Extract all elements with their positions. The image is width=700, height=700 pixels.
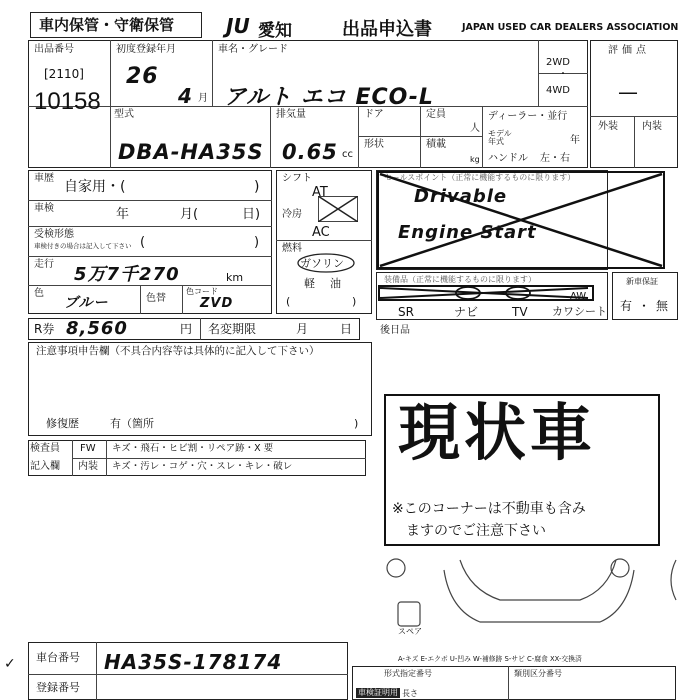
english-title: JAPAN USED CAR DEALERS ASSOCIATION: [462, 22, 679, 33]
registration-number-label: 登録番号: [36, 681, 80, 694]
registration-month-unit: 月: [198, 93, 208, 104]
equipment-label: 装備品（正常に機能するものに限ります）: [384, 275, 536, 284]
fuel-close: ): [352, 295, 357, 308]
post-items-label: 後日品: [380, 325, 410, 336]
damage-legend: A-キズ E-エクボ U-凹み W-補修跡 S-サビ C-腐食 XX-交換済: [398, 655, 582, 663]
shift-label: シフト: [282, 173, 312, 184]
inspection-day: 日): [242, 207, 261, 222]
handle-options: 左・右: [540, 153, 570, 164]
shift-cross-mark: [318, 196, 358, 222]
chassis-label: 車台番号: [36, 651, 80, 664]
inspection-year: 年: [116, 207, 130, 222]
inspector-label-1: 検査員: [30, 443, 60, 454]
shift-at: AT: [312, 185, 328, 200]
history-value: 自家用・(: [64, 179, 126, 195]
color-number-value: ZVD: [200, 296, 234, 311]
inspector-fw: FW: [80, 443, 96, 454]
expiry-day: 日: [340, 322, 353, 336]
color-code-label: 色替: [146, 293, 166, 304]
inspector-label-2: 記入欄: [30, 461, 60, 472]
displacement-unit: cc: [342, 149, 353, 160]
transfer-open: (: [140, 235, 146, 250]
fuel-oil: 油: [330, 277, 341, 290]
transfer-close: ): [254, 235, 260, 250]
repair-label: 修復歴: [46, 417, 79, 430]
load-label: 積載: [426, 139, 446, 150]
lot-number: 10158: [34, 88, 101, 115]
length-label: 長さ: [402, 689, 418, 698]
warranty-yes: 有: [620, 299, 633, 313]
doors-label: ドア: [364, 109, 384, 120]
transfer-note: 車検付きの場合は記入して下さい: [34, 242, 132, 250]
color-number-label: 色コード: [186, 287, 218, 296]
fuel-label: 燃料: [282, 243, 302, 254]
car-diagram: [380, 540, 680, 650]
recycle-fee-label: R券: [34, 322, 55, 336]
fuel-open: (: [286, 295, 291, 308]
registration-month: 4: [178, 84, 193, 108]
model-type-label: 型式: [114, 109, 134, 120]
shift-ac: AC: [312, 225, 330, 240]
repair-value: 有（箇所: [110, 417, 154, 430]
as-is-note-line2: ますのでご注意下さい: [406, 523, 546, 539]
class-label: 類別区分番号: [514, 669, 562, 678]
as-is-vehicle-title: 現状車: [398, 396, 597, 469]
lot-code: [2110]: [44, 67, 84, 81]
capacity-label: 定員: [426, 109, 446, 120]
storage-label-box: [30, 12, 202, 38]
equipment-strike-mark: [378, 280, 598, 306]
model-type-value: DBA-HA35S: [118, 140, 264, 164]
equipment-item-seat: カワシート: [552, 305, 607, 318]
shape-label: 形状: [364, 139, 384, 150]
expiry-label: 名変期限: [208, 322, 257, 336]
sales-point-line1: Drivable: [414, 186, 508, 207]
handle-label: ハンドル: [488, 153, 528, 164]
drive-4wd: 4WD: [546, 85, 570, 96]
dealer-label: ディーラー・並行: [488, 111, 568, 122]
mileage-label: 走行: [34, 259, 54, 270]
mileage-unit: km: [226, 271, 244, 284]
color-label: 色: [34, 288, 44, 299]
inspector-int-text: キズ・汚レ・コゲ・穴・スレ・キレ・破レ: [112, 461, 293, 472]
registration-year: 26: [126, 64, 159, 89]
inspector-int: 内装: [78, 461, 98, 472]
model-year-label: モデル年式: [488, 129, 512, 147]
score-label: 評価点: [608, 45, 650, 56]
equipment-item-sr: SR: [398, 305, 414, 319]
equipment-item-navi: ナビ: [454, 305, 479, 319]
inspection-month: 月(: [180, 207, 199, 222]
color-value: ブルー: [64, 295, 109, 311]
fuel-light: 軽: [304, 277, 315, 290]
warranty-dot: ・: [638, 299, 651, 313]
capacity-unit: 人: [470, 123, 480, 134]
recycle-fee-value: 8,560: [66, 318, 128, 339]
inspection-label: 車検: [34, 203, 54, 214]
load-unit: kg: [470, 155, 480, 164]
warranty-label: 新車保証: [626, 277, 658, 286]
notice-label: 注意事項申告欄（不具合内容等は具体的に記入して下さい）: [36, 345, 320, 357]
org-name: 愛知: [258, 21, 292, 41]
expiry-month: 月: [296, 322, 309, 336]
year-unit: 年: [570, 135, 580, 146]
model-label: 車名・グレード: [218, 44, 288, 55]
history-close: ): [254, 179, 260, 195]
exterior-label: 外装: [598, 121, 618, 132]
drive-2wd: 2WD: [546, 57, 570, 68]
interior-label: 内装: [642, 121, 662, 132]
form-title: 出品申込書: [342, 19, 432, 40]
cooling-label: 冷房: [282, 209, 302, 220]
mileage-value: 5万7千270: [74, 264, 180, 285]
history-label: 車歴: [34, 173, 54, 184]
sales-point-line2: Engine Start: [398, 222, 537, 243]
equipment-item-tv: TV: [512, 305, 528, 319]
inspector-fw-text: キズ・飛石・ヒビ割・リペア跡・X 要: [112, 443, 274, 454]
recycle-fee-yen: 円: [180, 322, 193, 336]
transfer-label: 受検形態: [34, 229, 74, 240]
chassis-value: HA35S-178174: [104, 650, 283, 674]
score-value: —: [618, 80, 638, 104]
drive-dot: ・: [558, 69, 568, 80]
ju-logo: JU: [226, 14, 250, 38]
repair-close: ): [354, 417, 359, 430]
fuel-circle-mark: [296, 252, 356, 274]
spec-label: 形式指定番号: [384, 669, 432, 678]
equipment-aw: AW: [570, 291, 587, 302]
displacement-label: 排気量: [276, 109, 306, 120]
lot-label: 出品番号: [34, 44, 74, 55]
certificate-label: 車検証明用: [358, 688, 398, 697]
sales-point-cross-mark: [376, 170, 666, 270]
margin-mark: ✓: [4, 656, 16, 672]
as-is-note-line1: ※このコーナーは不動車も含み: [392, 501, 586, 517]
displacement-value: 0.65: [282, 140, 338, 164]
spare-label: スペア: [398, 627, 422, 636]
model-value: アルト エコ ECO-L: [224, 85, 434, 110]
sales-point-label: セールスポイント（正常に機能するものに限ります）: [384, 173, 576, 182]
warranty-no: 無: [656, 299, 669, 313]
fuel-gas: ガソリン: [300, 257, 344, 270]
storage-label: 車内保管・守衛保管: [39, 16, 175, 34]
registration-label: 初度登録年月: [116, 44, 176, 55]
